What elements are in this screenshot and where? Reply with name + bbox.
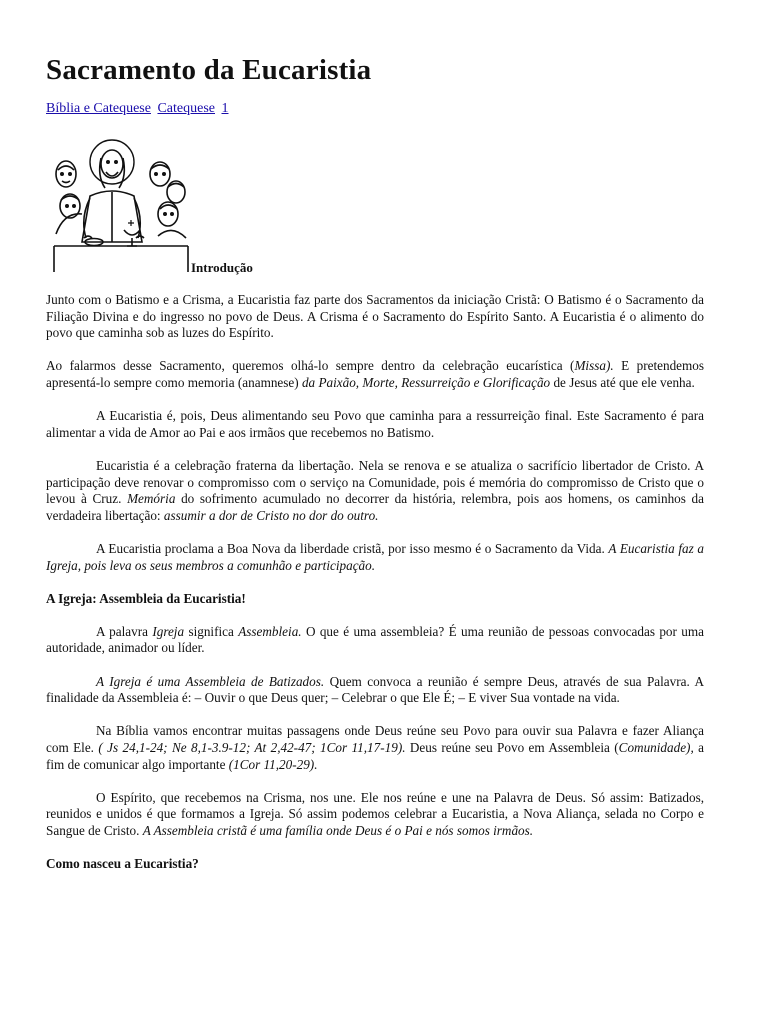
paragraph-7: A Igreja é uma Assembleia de Batizados. Quem convoca a reunião é sempre Deus, através de sua Palavra. A finalidade da Assembleia é: – Ouvir o que Deus quer; – Celebrar o que Ele É; – E viver Sua vontade na vida. — [46, 673, 704, 706]
paragraph-9: O Espírito, que recebemos na Crisma, nos une. Ele nos reúne e une na Palavra de Deus. Só assim: Batizados, reunidos e unidos é que formamos a Igreja. Só assim podemos celebrar a Eucaristia, a Nova Aliança, selada no Corpo e Sangue de Cristo. A Assembleia cristã é uma família onde Deus é o Pai e nós somos irmãos. — [46, 789, 704, 838]
breadcrumb — [46, 101, 232, 117]
breadcrumb-link-biblia[interactable]: Bíblia e Catequese — [46, 101, 151, 116]
paragraph-4: Eucaristia é a celebração fraterna da libertação. Nela se renova e se atualiza o sacrifício libertador de Cristo. A participação deve renovar o compromisso com o serviço na Comunidade, pois é memória do compromisso de Cristo que o levou à Cruz. Memória do sofrimento acumulado no decorrer da história, relembra, pois aos homens, os caminhos da verdadeira libertação: assumir a dor de Cristo no dor do outro. — [46, 457, 704, 523]
article-body — [46, 292, 704, 889]
breadcrumb-link-catequese[interactable]: Catequese — [157, 101, 215, 116]
paragraph-3: A Eucaristia é, pois, Deus alimentando seu Povo que caminha para a ressurreição final. Este Sacramento é para alimentar a vida de Amor ao Pai e aos irmãos que recebemos no Batismo. — [46, 408, 704, 440]
paragraph-6: A palavra Igreja significa Assembleia. O que é uma assembleia? É uma reunião de pessoas convocadas por uma autoridade, animador ou líder. — [46, 623, 704, 656]
intro-heading: Introdução — [191, 260, 253, 275]
paragraph-8: Na Bíblia vamos encontrar muitas passagens onde Deus reúne seu Povo para ouvir sua Palavra e fazer Aliança com Ele. ( Js 24,1-24; Ne 8,1-3.9-12; At 2,42-47; 1Cor 11,17-19). Deus reúne seu Povo em Assembleia (Comunidade), a fim de comunicar algo importante (1Cor 11,20-29). — [46, 723, 704, 772]
paragraph-2: Ao falarmos desse Sacramento, queremos olhá-lo sempre dentro da celebração eucarística (Missa). E pretendemos apresentá-lo sempre como memoria (anamnese) da Paixão, Morte, Ressurreição e Glorificação de Jesus até que ele venha. — [46, 358, 705, 390]
breadcrumb-link-1[interactable]: 1 — [221, 101, 229, 116]
section-heading-igreja: A Igreja: Assembleia da Eucaristia! — [46, 590, 246, 606]
page-title: Sacramento da Eucaristia — [46, 54, 372, 86]
jesus-with-disciples-illustration — [50, 134, 190, 274]
paragraph-1: Junto com o Batismo e a Crisma, a Eucaristia faz parte dos Sacramentos da iniciação Cristã: O Batismo é o Sacramento da Filiação Divina e do ingresso no povo de Deus. A Crisma é o Sacramento do Espírito Santo. A Eucaristia é o alimento do povo que caminha sob as luzes do Espírito. — [46, 292, 704, 341]
paragraph-5: A Eucaristia proclama a Boa Nova da liberdade cristã, por isso mesmo é o Sacramento da Vida. A Eucaristia faz a Igreja, pois leva os seus membros a comunhão e participação. — [46, 540, 704, 573]
section-heading-como-nasceu: Como nasceu a Eucaristia? — [46, 856, 199, 872]
